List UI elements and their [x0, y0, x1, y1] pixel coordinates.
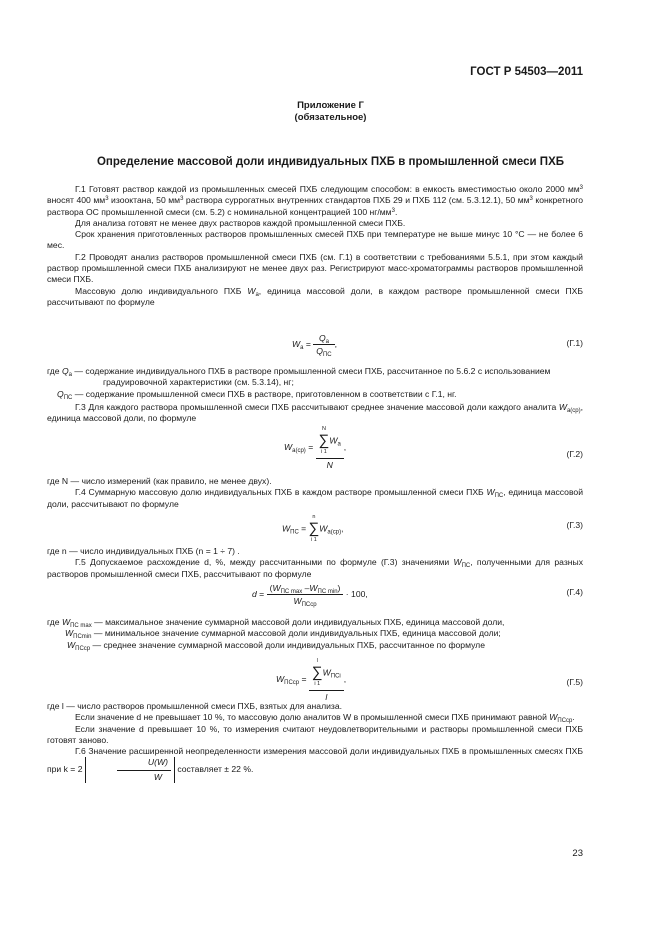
equation-number-g2: (Г.2) [566, 449, 583, 459]
text-block-conclusion [47, 701, 583, 783]
formula-g5: $W_{ПСср}$ = l ∑ i 1 $W_{ПСi}$ l , [276, 658, 347, 702]
page-number: 23 [572, 848, 583, 859]
annex-status: (обязательное) [294, 112, 367, 123]
formula-g2: $W_{а(ср)}$ = N ∑ i 1 $W_а$ N , [284, 426, 347, 470]
paragraph-p2: Для анализа готовят не менее двух растворов каждой промышленной смеси ПХБ. [75, 217, 406, 228]
paragraph-g1: Г.1 Готовят раствор каждой из промышленных смесей ПХБ следующим способом: в емкость вместимостью около 2000 $мм^3$ вносят 400 $мм^3$ изооктана, 50 $мм^3$ раствора суррогатных внутренних стандартов ПХБ 29 и ПХБ 112 (см. 5.3.12.1), 50 $мм^3$ конкретного раствора ОС промышленной смеси (см. 5.2) с номинальной концентрацией 100 $нг/мм^3$. [47, 184, 583, 217]
text-block-g4 [47, 476, 583, 510]
formula-g4: d = $\frac{(W_{ПС max} -W_{ПС min})}{W_{ПСср}}$ · 100, [252, 583, 368, 608]
standard-header: ГОСТ Р 54503—2011 [470, 66, 583, 78]
equation-number-g3: (Г.3) [566, 520, 583, 530]
paragraph-g6: Г.6 Значение расширенной неопределенности измерения массовой доли индивидуальных ПХБ в промышленных смесях ПХБ при k = 2 $\frac{U(W)}{W}$ составляет ± 22 %. [47, 746, 583, 782]
paragraph-g3: Г.3 Для каждого раствора промышленной смеси ПХБ рассчитывают среднее значение массовой доли каждого аналита $W_{а(ср)}$, единица массовой доли, по формуле [47, 402, 583, 424]
paragraph-g4: Г.4 Суммарную массовую долю индивидуальных ПХБ в каждом растворе промышленной смеси ПХБ $W_{ПС}$, единица массовой доли, рассчитывают по формуле [47, 487, 583, 509]
where-block-1: где $Q_а$ — содержание индивидуального ПХБ в растворе промышленной смеси ПХБ, рассчитанное по 5.6.2 с использованием градуировочной характеристики (см. 5.3.14), нг; $Q_{ПС}$ — содержание промышленной смеси ПХБ в растворе, приготовленном в соответствии с Г.1, нг. [47, 366, 551, 401]
paragraph-g5: Г.5 Допускаемое расхождение d, %, между рассчитанными по формуле (Г.3) значениями $W_{ПС}$, полученными для разных растворов промышленной смеси ПХБ, рассчитывают по формуле [47, 557, 583, 579]
equation-number-g4: (Г.4) [566, 587, 583, 597]
paragraph-p4: Массовую долю индивидуального ПХБ $W_а$, единица массовой доли, в каждом растворе промышленной смеси ПХБ рассчитывают по формуле [47, 285, 583, 307]
equation-number-g1: (Г.1) [566, 338, 583, 348]
where-block-4: где $W_{ПС max}$ — максимальное значение суммарной массовой доли индивидуальных ПХБ, единица массовой доли, $W_{ПСmin}$ — минимальное значение суммарной массовой доли индивидуальных ПХБ, единица массовой доли; $W_{ПСср}$ — среднее значение суммарной массовой доли индивидуальных ПХБ, рассчитанное по формуле [47, 617, 505, 652]
text-block-g3 [47, 402, 583, 425]
equation-number-g5: (Г.5) [566, 677, 583, 687]
paragraph-g2: Г.2 Проводят анализ растворов промышленной смеси ПХБ (см. Г.1) в соответствии с требованиями 5.5.1, при этом каждый раствор промышленной смеси ПХБ анализируют не менее двух раз. Регистрируют масс-хроматограммы растворов промышленной смеси ПХБ. [47, 251, 583, 285]
text-block-g5 [47, 546, 583, 580]
where-block-5: где l — число растворов промышленной смеси ПХБ, взятых для анализа. [47, 701, 343, 711]
formula-g1: $W_а$ = $\frac{Q_а}{Q_{ПС}}$ , [292, 333, 338, 358]
formula-g3: $W_{ПС}$ = n ∑ i 1 $W_{а(ср)}$, [282, 514, 344, 543]
where-block-2: где N — число измерений (как правило, не менее двух). [47, 476, 272, 486]
paragraph-p3: Срок хранения приготовленных растворов промышленных смесей ПХБ при температуре не выше минус 10 °С — не более 6 мес. [47, 229, 583, 251]
paragraph-p6: Если значение d превышает 10 %, то измерения считают неудовлетворительными и растворы промышленной смеси ПХБ готовят заново. [47, 723, 583, 745]
section-title: Определение массовой доли индивидуальных ПХБ в промышленной смеси ПХБ [96, 156, 565, 168]
where-block-3: где n — число индивидуальных ПХБ (n = 1 ÷ 7) . [47, 546, 240, 556]
annex-title: Приложение Г [297, 100, 364, 111]
paragraph-p5: Если значение d не превышает 10 %, то массовую долю аналитов W в промышленной смеси ПХБ принимают равной $W_{ПСср}$. [75, 712, 575, 725]
text-block-1 [47, 184, 583, 308]
